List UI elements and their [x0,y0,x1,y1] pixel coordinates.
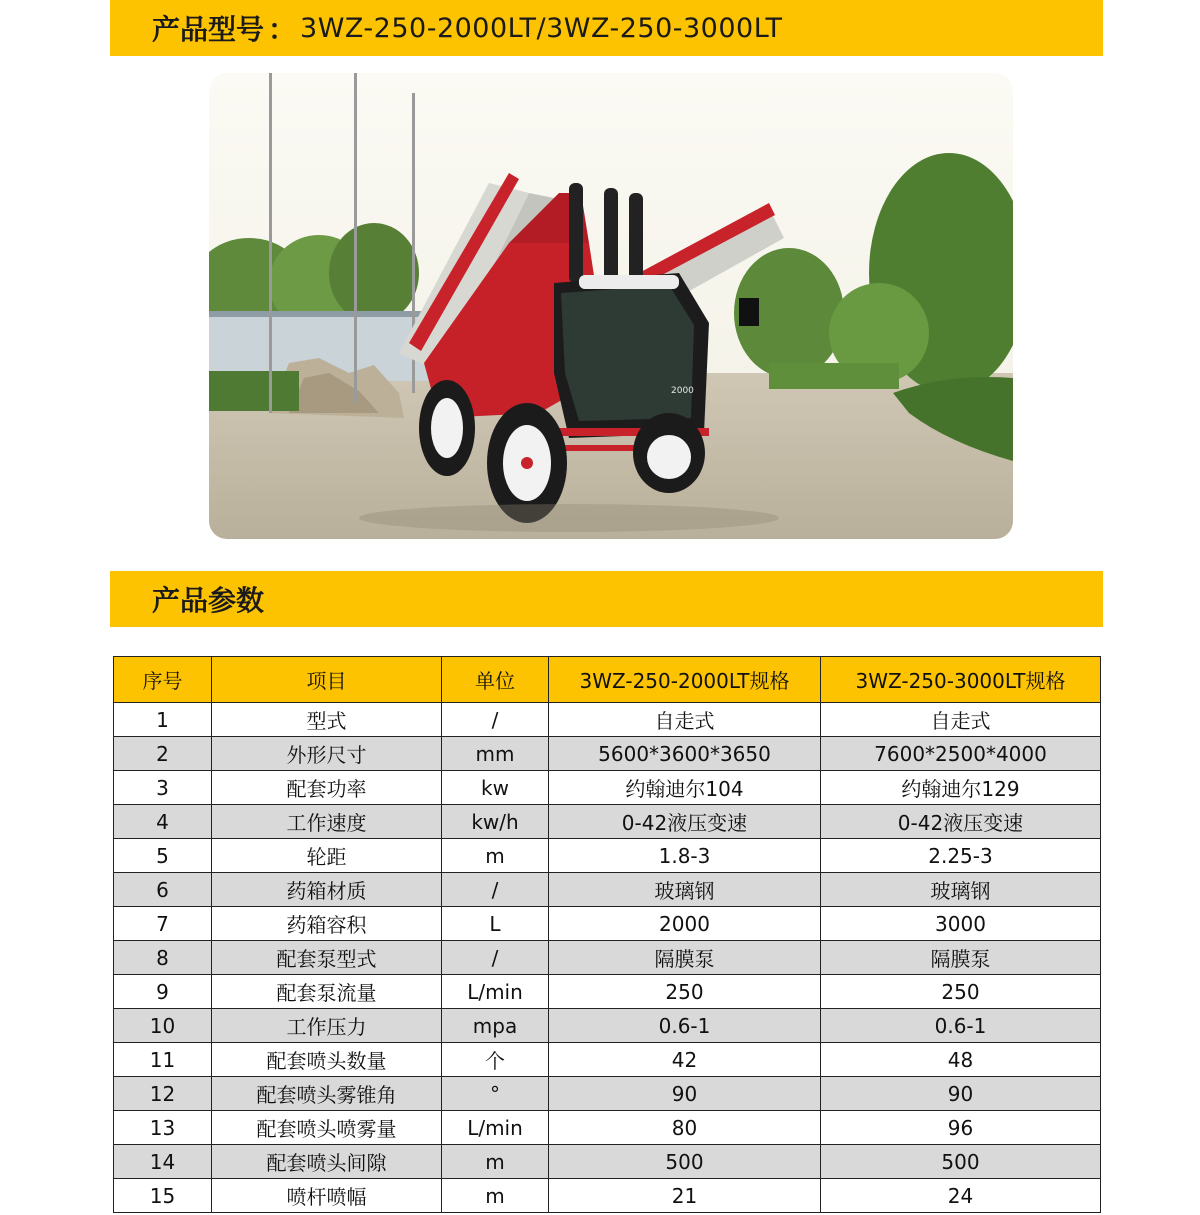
cell-spec-2000: 5600*3600*3650 [549,737,821,771]
cell-unit: m [442,839,549,873]
cell-unit: m [442,1179,549,1213]
cell-spec-2000: 250 [549,975,821,1009]
cell-unit: / [442,873,549,907]
model-separator: ： [268,13,297,46]
table-row [114,1111,1101,1145]
cell-item: 轮距 [212,839,442,873]
table-row [114,1009,1101,1043]
cell-index: 10 [114,1009,212,1043]
cell-unit: kw/h [442,805,549,839]
cell-spec-2000: 2000 [549,907,821,941]
table-row [114,975,1101,1009]
cell-index: 7 [114,907,212,941]
cell-item: 配套泵型式 [212,941,442,975]
table-row [114,805,1101,839]
cell-unit: mm [442,737,549,771]
table-row [114,1077,1101,1111]
cell-spec-3000: 7600*2500*4000 [821,737,1101,771]
cell-item: 工作压力 [212,1009,442,1043]
cell-spec-2000: 0-42液压变速 [549,805,821,839]
cell-spec-3000: 48 [821,1043,1101,1077]
cell-index: 14 [114,1145,212,1179]
header-unit: 单位 [442,657,549,703]
header-item: 项目 [212,657,442,703]
cell-index: 15 [114,1179,212,1213]
cell-index: 12 [114,1077,212,1111]
header-spec-2000: 3WZ-250-2000LT规格 [549,657,821,703]
cell-spec-3000: 500 [821,1145,1101,1179]
cell-spec-3000: 0-42液压变速 [821,805,1101,839]
cell-item: 型式 [212,703,442,737]
cell-spec-3000: 隔膜泵 [821,941,1101,975]
cell-spec-2000: 90 [549,1077,821,1111]
cell-spec-3000: 3000 [821,907,1101,941]
cell-unit: L/min [442,975,549,1009]
table-header-row [114,657,1101,703]
cell-item: 喷杆喷幅 [212,1179,442,1213]
cell-spec-2000: 玻璃钢 [549,873,821,907]
cell-spec-2000: 21 [549,1179,821,1213]
cell-spec-2000: 80 [549,1111,821,1145]
model-label: 产品型号 [152,13,265,46]
table-row [114,737,1101,771]
cell-spec-2000: 自走式 [549,703,821,737]
cell-unit: kw [442,771,549,805]
cell-unit: ° [442,1077,549,1111]
cell-index: 9 [114,975,212,1009]
table-row [114,941,1101,975]
cell-unit: m [442,1145,549,1179]
header-spec-3000: 3WZ-250-3000LT规格 [821,657,1101,703]
cell-index: 11 [114,1043,212,1077]
params-title: 产品参数 [152,584,265,617]
cell-spec-2000: 隔膜泵 [549,941,821,975]
cell-unit: 个 [442,1043,549,1077]
cell-spec-3000: 玻璃钢 [821,873,1101,907]
cell-index: 13 [114,1111,212,1145]
model-banner [110,0,1103,56]
cell-unit: / [442,941,549,975]
cell-index: 8 [114,941,212,975]
table-row [114,1145,1101,1179]
cell-spec-2000: 500 [549,1145,821,1179]
cell-spec-2000: 42 [549,1043,821,1077]
table-row [114,771,1101,805]
cell-item: 配套喷头雾锥角 [212,1077,442,1111]
cell-index: 3 [114,771,212,805]
cell-spec-3000: 0.6-1 [821,1009,1101,1043]
cell-spec-3000: 90 [821,1077,1101,1111]
params-banner [110,571,1103,627]
cell-index: 4 [114,805,212,839]
table-row [114,873,1101,907]
cell-item: 药箱容积 [212,907,442,941]
cell-index: 5 [114,839,212,873]
cell-spec-3000: 2.25-3 [821,839,1101,873]
cell-item: 配套喷头喷雾量 [212,1111,442,1145]
table-row [114,907,1101,941]
cell-item: 配套喷头间隙 [212,1145,442,1179]
cell-item: 工作速度 [212,805,442,839]
cell-spec-2000: 约翰迪尔104 [549,771,821,805]
table-row [114,839,1101,873]
cell-spec-3000: 96 [821,1111,1101,1145]
cell-item: 药箱材质 [212,873,442,907]
cell-index: 1 [114,703,212,737]
cell-unit: / [442,703,549,737]
cell-spec-3000: 自走式 [821,703,1101,737]
table-body [114,703,1101,1213]
header-index: 序号 [114,657,212,703]
cell-spec-2000: 1.8-3 [549,839,821,873]
model-number: 3WZ-250-2000LT/3WZ-250-3000LT [300,12,783,44]
cell-spec-3000: 约翰迪尔129 [821,771,1101,805]
cell-index: 2 [114,737,212,771]
table-row [114,1043,1101,1077]
cell-item: 配套喷头数量 [212,1043,442,1077]
cell-spec-3000: 24 [821,1179,1101,1213]
cell-unit: L/min [442,1111,549,1145]
cell-spec-3000: 250 [821,975,1101,1009]
cell-item: 配套功率 [212,771,442,805]
cab-label: 2000 [671,386,694,396]
product-photo [209,73,1013,539]
table-row [114,1179,1101,1213]
cell-item: 配套泵流量 [212,975,442,1009]
cell-unit: L [442,907,549,941]
cell-item: 外形尺寸 [212,737,442,771]
cell-spec-2000: 0.6-1 [549,1009,821,1043]
spec-table [113,656,1101,1213]
table-row [114,703,1101,737]
cell-index: 6 [114,873,212,907]
cell-unit: mpa [442,1009,549,1043]
